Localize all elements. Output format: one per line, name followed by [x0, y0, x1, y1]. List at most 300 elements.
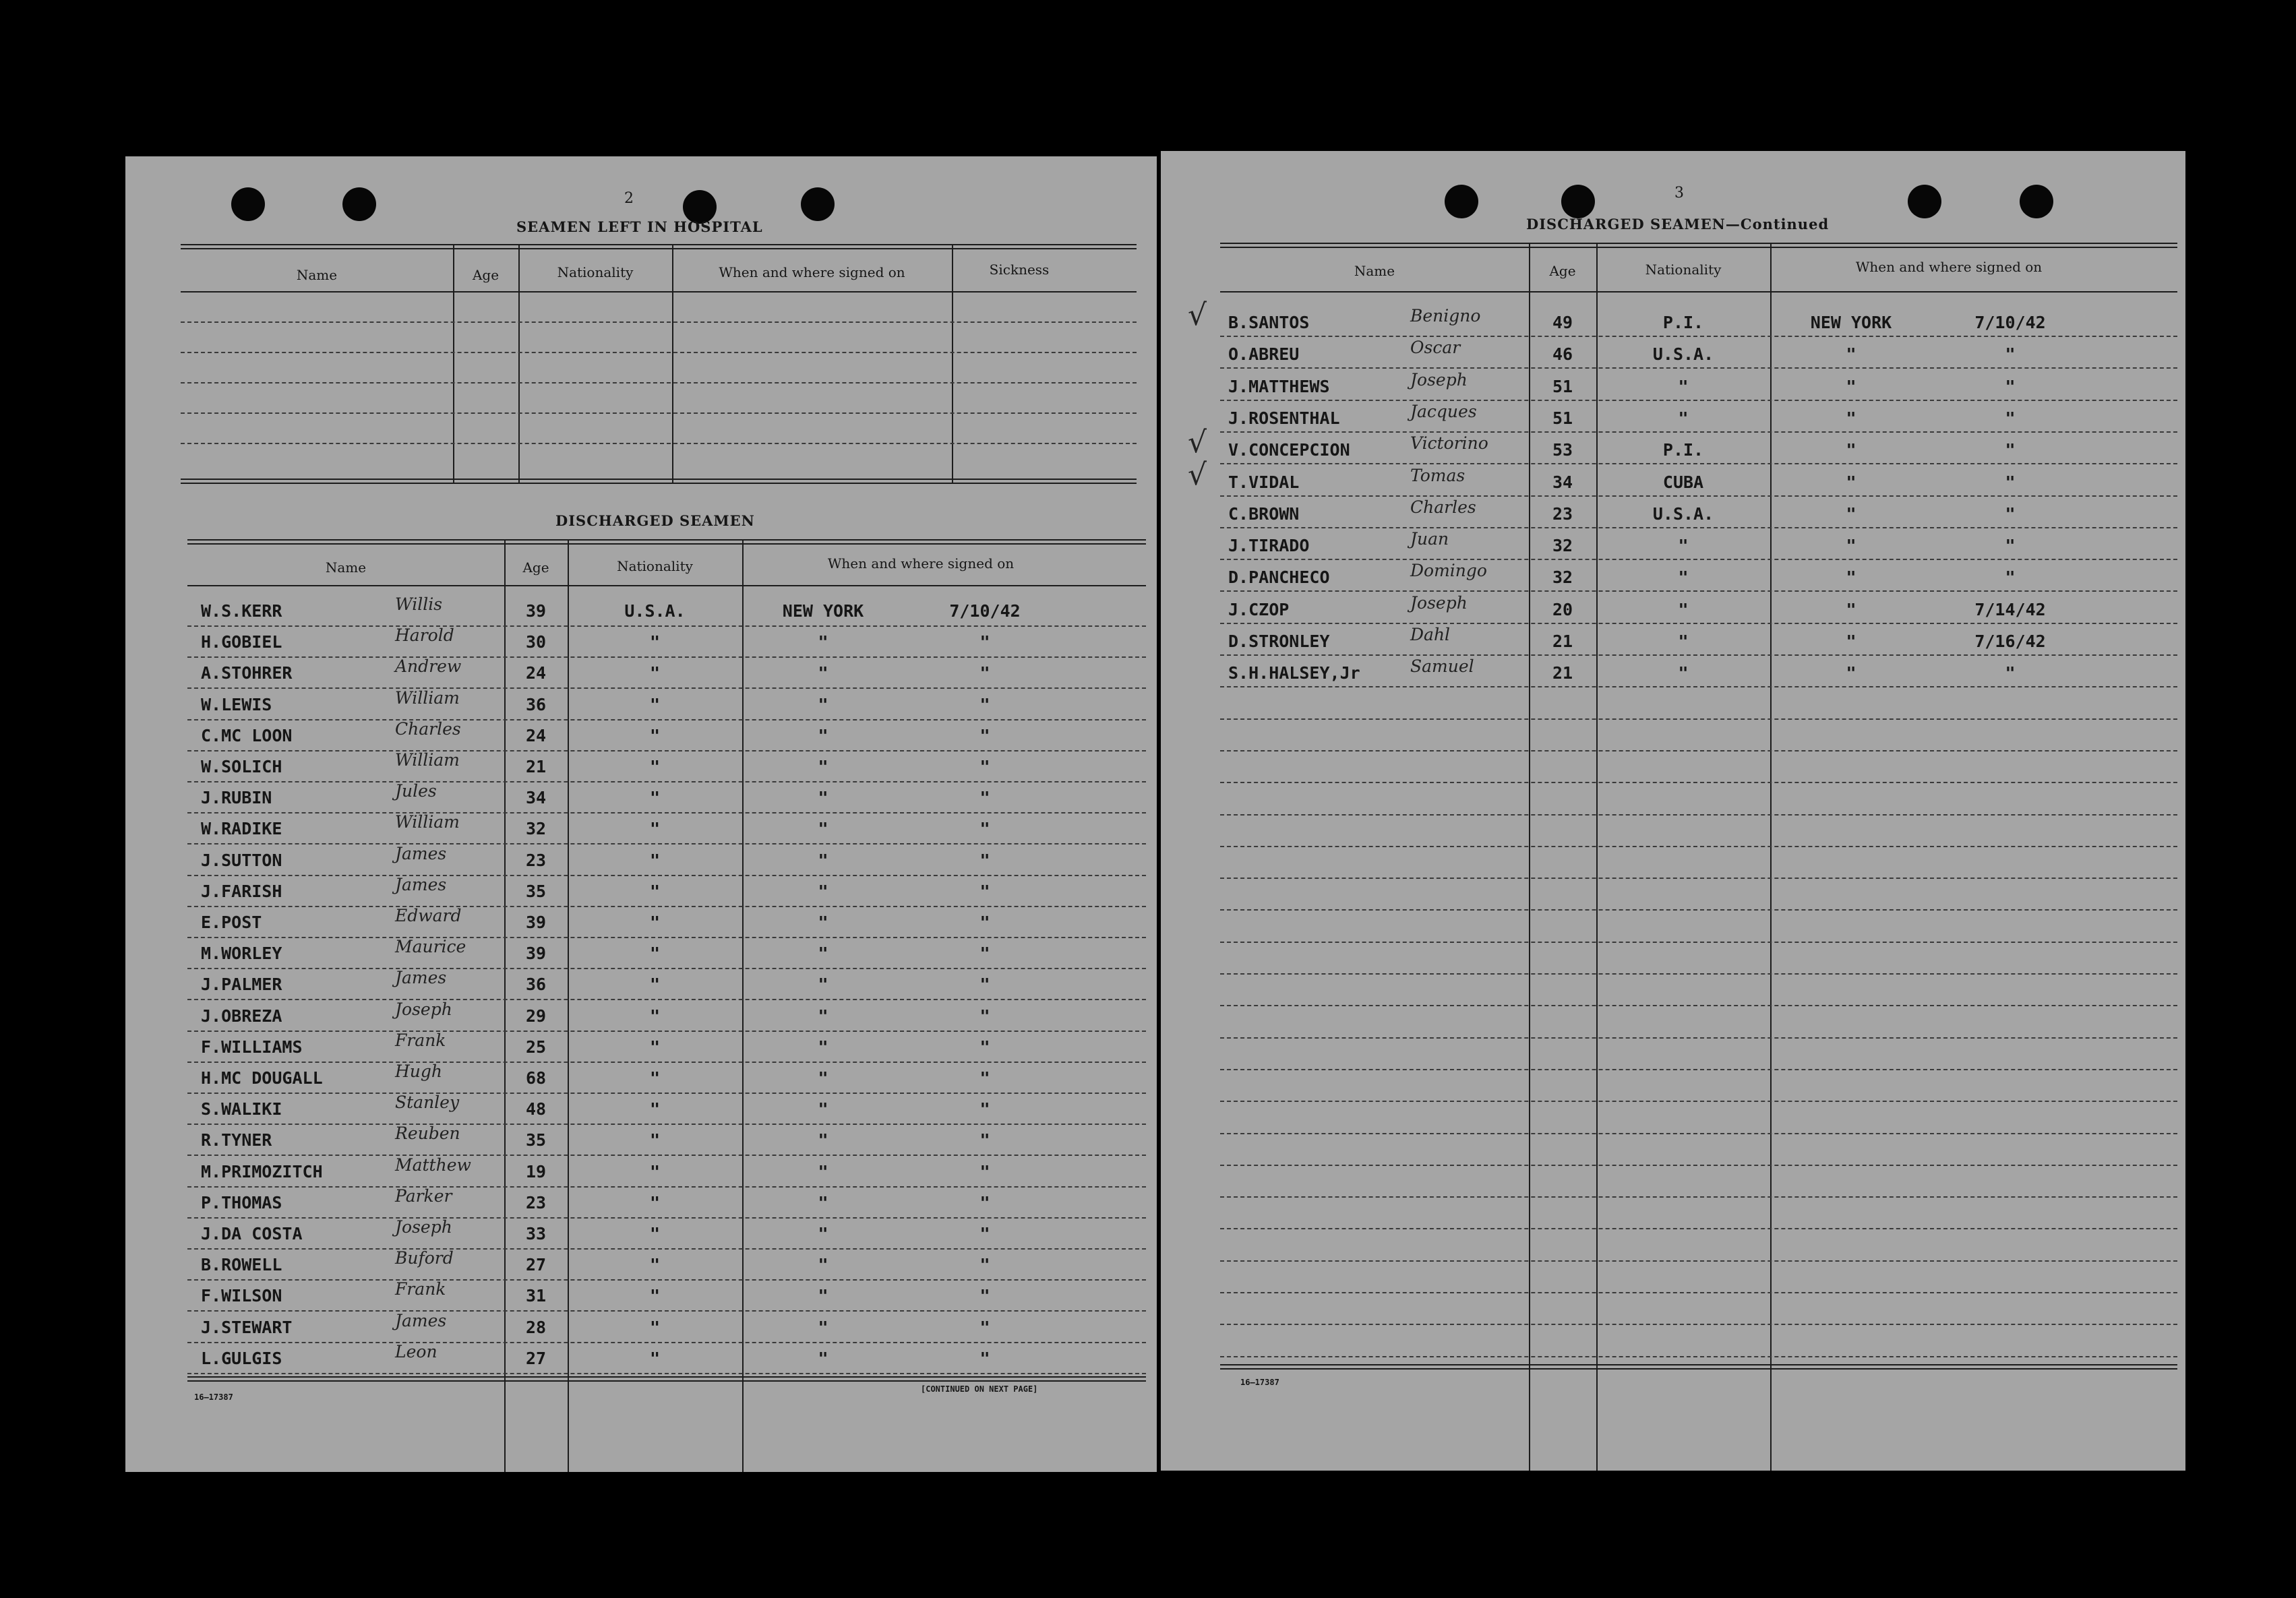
seaman-name: J.RUBIN [201, 788, 272, 807]
signed-on-place: " [818, 1224, 828, 1243]
seaman-nationality: " [649, 1318, 661, 1337]
row-line [187, 1062, 1146, 1063]
seaman-signature: James [395, 1311, 447, 1330]
seaman-nationality: " [649, 632, 661, 652]
signed-on-place: " [818, 695, 828, 714]
row-line [187, 1373, 1146, 1374]
table-rule [1220, 247, 2177, 248]
row-line [1220, 400, 2177, 401]
seaman-name: O.ABREU [1228, 344, 1300, 364]
seaman-name: F.WILLIAMS [201, 1037, 303, 1057]
seaman-nationality: " [649, 851, 661, 870]
signed-on-place: " [1846, 344, 1856, 364]
row-line [187, 843, 1146, 844]
signed-on-date: " [2005, 408, 2016, 428]
seaman-nationality: " [649, 1130, 661, 1150]
seaman-signature: Benigno [1410, 306, 1481, 326]
row-line [1220, 1101, 2177, 1102]
seaman-signature: Maurice [395, 937, 466, 956]
seaman-name: J.SUTTON [201, 851, 282, 870]
seaman-name: W.RADIKE [201, 819, 282, 838]
row-line [1220, 590, 2177, 592]
seaman-name: S.H.HALSEY,Jr [1228, 663, 1360, 683]
header-nationality: Nationality [1645, 262, 1722, 278]
discharged-header-signed-on: When and where signed on [827, 555, 1015, 572]
discharged-header-name: Name [325, 559, 367, 576]
row-line [187, 750, 1146, 751]
seaman-nationality: U.S.A. [1652, 504, 1714, 524]
signed-on-date: " [979, 1286, 990, 1305]
seaman-age: 36 [525, 695, 547, 714]
table-rule [187, 585, 1146, 586]
seaman-signature: Tomas [1410, 466, 1466, 485]
row-line [1220, 1069, 2177, 1070]
row-line [1220, 559, 2177, 560]
seaman-signature: William [395, 812, 460, 832]
seaman-age: 34 [1552, 472, 1573, 492]
seaman-name: B.SANTOS [1228, 313, 1310, 332]
table-rule [187, 539, 1146, 541]
signed-on-date: " [979, 1255, 990, 1274]
seaman-age: 36 [525, 975, 547, 994]
signed-on-place: " [818, 819, 828, 838]
seaman-age: 19 [525, 1162, 547, 1181]
signed-on-place: " [1846, 663, 1856, 683]
row-line [1220, 1037, 2177, 1039]
seaman-age: 39 [525, 913, 547, 932]
seaman-age: 30 [525, 632, 547, 652]
signed-on-place: " [818, 944, 828, 963]
seaman-name: J.CZOP [1228, 600, 1290, 619]
signed-on-date: 7/16/42 [1974, 632, 2046, 651]
seaman-name: J.DA COSTA [201, 1224, 303, 1243]
seaman-name: J.PALMER [201, 975, 282, 994]
discharged-section-title: DISCHARGED SEAMEN [555, 512, 755, 529]
row-line [187, 1031, 1146, 1032]
seaman-age: 33 [525, 1224, 547, 1243]
row-line [187, 656, 1146, 658]
signed-on-place: " [818, 1286, 828, 1305]
signed-on-date: " [2005, 536, 2016, 555]
signed-on-place: " [1846, 440, 1856, 460]
row-line [1220, 718, 2177, 720]
seaman-name: J.OBREZA [201, 1006, 282, 1026]
seaman-signature: Joseph [1410, 593, 1468, 613]
signed-on-date: " [979, 913, 990, 932]
row-line [1220, 1005, 2177, 1006]
seaman-age: 27 [525, 1255, 547, 1274]
seaman-nationality: " [649, 1099, 661, 1119]
seaman-age: 23 [525, 1193, 547, 1212]
form-number: 16—17387 [1240, 1378, 1279, 1387]
seaman-nationality: " [649, 1037, 661, 1057]
discharged-header-nationality: Nationality [617, 558, 693, 574]
seaman-name: W.SOLICH [201, 757, 282, 776]
signed-on-place: " [1846, 408, 1856, 428]
signed-on-date: " [979, 882, 990, 901]
seaman-signature: Dahl [1410, 625, 1451, 644]
row-line [1220, 942, 2177, 943]
check-mark: √ [1188, 298, 1207, 332]
row-line [1220, 623, 2177, 624]
row-line [1220, 814, 2177, 816]
blank-row-line [181, 443, 1137, 444]
seaman-signature: James [395, 844, 447, 863]
signed-on-date: " [2005, 567, 2016, 587]
seaman-age: 24 [525, 726, 547, 745]
signed-on-date: " [2005, 344, 2016, 364]
seaman-signature: Andrew [395, 656, 462, 676]
row-line [187, 687, 1146, 689]
seaman-nationality: " [649, 1193, 661, 1212]
row-line [1220, 431, 2177, 433]
seaman-age: 23 [1552, 504, 1573, 524]
signed-on-place: " [818, 1193, 828, 1212]
seaman-nationality: " [649, 757, 661, 776]
row-line [187, 968, 1146, 969]
check-mark: √ [1188, 458, 1207, 492]
row-line [1220, 782, 2177, 783]
seaman-age: 39 [525, 944, 547, 963]
signed-on-place: " [818, 757, 828, 776]
seaman-signature: Joseph [395, 1217, 452, 1237]
hospital-header-sickness: Sickness [989, 262, 1050, 278]
table-rule [181, 483, 1137, 484]
hospital-header-nationality: Nationality [557, 264, 634, 280]
seaman-name: S.WALIKI [201, 1099, 282, 1119]
seaman-nationality: " [649, 819, 661, 838]
signed-on-date: " [2005, 472, 2016, 492]
signed-on-date: 7/14/42 [1974, 600, 2046, 619]
form-number: 16—17387 [194, 1392, 233, 1402]
seaman-name: H.MC DOUGALL [201, 1068, 323, 1088]
seaman-nationality: " [1678, 600, 1689, 619]
seaman-age: 29 [525, 1006, 547, 1026]
signed-on-date: " [979, 851, 990, 870]
hospital-header-name: Name [296, 267, 338, 283]
signed-on-date: " [2005, 504, 2016, 524]
row-line [187, 999, 1146, 1000]
signed-on-place: " [818, 975, 828, 994]
seaman-age: 23 [525, 851, 547, 870]
table-rule [181, 291, 1137, 293]
seaman-name: W.S.KERR [201, 601, 282, 621]
row-line [1220, 1228, 2177, 1229]
seaman-signature: Hugh [395, 1062, 443, 1081]
signed-on-date: " [2005, 377, 2016, 396]
row-line [1220, 750, 2177, 751]
seaman-signature: Charles [395, 719, 461, 739]
row-line [187, 781, 1146, 782]
signed-on-date: " [979, 1006, 990, 1026]
signed-on-place: " [818, 851, 828, 870]
signed-on-place: " [818, 1037, 828, 1057]
signed-on-place: " [818, 1255, 828, 1274]
blank-row-line [181, 412, 1137, 414]
row-line [187, 906, 1146, 907]
section-title: DISCHARGED SEAMEN—Continued [1526, 216, 1830, 233]
row-line [187, 1124, 1146, 1125]
row-line [1220, 686, 2177, 687]
seaman-age: 35 [525, 1130, 547, 1150]
seaman-nationality: " [649, 788, 661, 807]
table-rule [1220, 291, 2177, 293]
seaman-name: L.GULGIS [201, 1349, 282, 1368]
seaman-name: C.MC LOON [201, 726, 293, 745]
row-line [187, 1279, 1146, 1281]
seaman-signature: Juan [1410, 529, 1449, 549]
seaman-nationality: P.I. [1662, 313, 1704, 332]
seaman-nationality: " [1678, 408, 1689, 428]
signed-on-date: 7/10/42 [949, 601, 1021, 621]
seaman-signature: Joseph [1410, 370, 1468, 390]
table-rule [1220, 1368, 2177, 1370]
seaman-age: 20 [1552, 600, 1573, 619]
signed-on-date: " [979, 695, 990, 714]
seaman-age: 68 [525, 1068, 547, 1088]
signed-on-place: " [818, 1349, 828, 1368]
seaman-age: 53 [1552, 440, 1573, 460]
seaman-name: H.GOBIEL [201, 632, 282, 652]
row-line [187, 1093, 1146, 1094]
seaman-name: M.PRIMOZITCH [201, 1162, 323, 1181]
seaman-nationality: " [649, 1349, 661, 1368]
seaman-age: 35 [525, 882, 547, 901]
seaman-nationality: " [1678, 377, 1689, 396]
signed-on-place: " [1846, 472, 1856, 492]
seaman-age: 39 [525, 601, 547, 621]
row-line [1220, 495, 2177, 497]
row-line [1220, 1292, 2177, 1293]
signed-on-place: " [818, 1130, 828, 1150]
signed-on-date: " [979, 1349, 990, 1368]
seaman-nationality: " [649, 1255, 661, 1274]
seaman-nationality: " [649, 1162, 661, 1181]
hospital-section-title: SEAMEN LEFT IN HOSPITAL [516, 218, 763, 235]
seaman-age: 28 [525, 1318, 547, 1337]
seaman-signature: Leon [395, 1342, 437, 1361]
seaman-age: 32 [1552, 536, 1573, 555]
header-signed-on: When and where signed on [1855, 259, 2043, 275]
binder-hole [342, 187, 376, 221]
row-line [187, 1217, 1146, 1219]
header-name: Name [1354, 263, 1395, 279]
row-line [1220, 527, 2177, 528]
seaman-signature: Stanley [395, 1093, 460, 1112]
binder-hole [1908, 185, 1941, 218]
seaman-name: D.PANCHECO [1228, 567, 1330, 587]
seaman-nationality: " [649, 944, 661, 963]
row-line [1220, 1260, 2177, 1262]
binder-hole [231, 187, 265, 221]
row-line [187, 625, 1146, 627]
seaman-signature: Willis [395, 594, 443, 614]
signed-on-place: " [818, 788, 828, 807]
blank-row-line [181, 321, 1137, 323]
row-line [1220, 909, 2177, 911]
seaman-age: 21 [1552, 632, 1573, 651]
signed-on-place: " [1846, 504, 1856, 524]
table-rule [181, 244, 1137, 245]
seaman-name: R.TYNER [201, 1130, 272, 1150]
signed-on-place: " [1846, 600, 1856, 619]
table-rule [181, 248, 1137, 249]
signed-on-place: " [1846, 567, 1856, 587]
signed-on-date: " [979, 1224, 990, 1243]
seaman-signature: Buford [395, 1248, 454, 1268]
seaman-name: B.ROWELL [201, 1255, 282, 1274]
right-page [1161, 151, 2185, 1471]
row-line [187, 875, 1146, 876]
signed-on-date: " [979, 757, 990, 776]
seaman-nationality: " [1678, 632, 1689, 651]
blank-row-line [181, 352, 1137, 353]
row-line [1220, 367, 2177, 369]
signed-on-place: " [818, 1099, 828, 1119]
seaman-nationality: " [649, 882, 661, 901]
page-number: 3 [1674, 185, 1684, 202]
seaman-age: 46 [1552, 344, 1573, 364]
seaman-age: 34 [525, 788, 547, 807]
seaman-nationality: " [649, 663, 661, 683]
row-line [187, 719, 1146, 720]
seaman-nationality: " [1678, 663, 1689, 683]
seaman-signature: William [395, 688, 460, 708]
seaman-age: 21 [1552, 663, 1573, 683]
seaman-age: 51 [1552, 408, 1573, 428]
seaman-nationality: " [649, 975, 661, 994]
continued-note: [CONTINUED ON NEXT PAGE] [921, 1384, 1038, 1394]
seaman-nationality: " [649, 913, 661, 932]
seaman-signature: Victorino [1410, 433, 1488, 453]
signed-on-date: " [979, 632, 990, 652]
row-line [187, 1342, 1146, 1343]
row-line [187, 1186, 1146, 1188]
row-line [1220, 336, 2177, 337]
seaman-nationality: " [1678, 567, 1689, 587]
signed-on-place: " [818, 726, 828, 745]
signed-on-place: " [1846, 632, 1856, 651]
discharged-header-age: Age [522, 559, 549, 576]
signed-on-date: " [2005, 663, 2016, 683]
check-mark: √ [1188, 425, 1207, 460]
signed-on-place: " [818, 1162, 828, 1181]
seaman-signature: James [395, 968, 447, 987]
seaman-signature: Edward [395, 906, 462, 925]
signed-on-place: " [818, 1068, 828, 1088]
signed-on-place: NEW YORK [1810, 313, 1892, 332]
row-line [187, 937, 1146, 938]
signed-on-date: " [979, 1037, 990, 1057]
signed-on-place: " [1846, 536, 1856, 555]
binder-hole [1561, 185, 1595, 218]
row-line [1220, 1324, 2177, 1325]
seaman-age: 32 [1552, 567, 1573, 587]
seaman-signature: Harold [395, 625, 454, 645]
seaman-name: M.WORLEY [201, 944, 282, 963]
seaman-nationality: CUBA [1662, 472, 1704, 492]
signed-on-place: " [818, 913, 828, 932]
signed-on-date: " [979, 944, 990, 963]
table-rule [181, 479, 1137, 480]
header-age: Age [1549, 263, 1576, 279]
seaman-name: A.STOHRER [201, 663, 293, 683]
signed-on-place: " [818, 1006, 828, 1026]
seaman-nationality: " [649, 1068, 661, 1088]
signed-on-date: " [979, 726, 990, 745]
seaman-signature: William [395, 750, 460, 770]
seaman-nationality: " [649, 1286, 661, 1305]
seaman-name: J.STEWART [201, 1318, 293, 1337]
seaman-signature: Matthew [395, 1155, 471, 1175]
row-line [1220, 846, 2177, 847]
seaman-signature: Oscar [1410, 338, 1461, 357]
seaman-nationality: " [649, 726, 661, 745]
seaman-signature: Frank [395, 1031, 446, 1050]
blank-row-line [181, 382, 1137, 383]
row-line [187, 1248, 1146, 1250]
row-line [1220, 878, 2177, 879]
seaman-signature: Parker [395, 1186, 452, 1206]
signed-on-date: " [979, 975, 990, 994]
signed-on-date: " [979, 819, 990, 838]
signed-on-place: " [818, 882, 828, 901]
seaman-age: 27 [525, 1349, 547, 1368]
binder-hole [801, 187, 835, 221]
seaman-name: V.CONCEPCION [1228, 440, 1350, 460]
signed-on-date: " [979, 1099, 990, 1119]
hospital-header-age: Age [472, 267, 500, 283]
seaman-name: D.STRONLEY [1228, 632, 1330, 651]
seaman-name: J.FARISH [201, 882, 282, 901]
signed-on-place: " [818, 632, 828, 652]
table-rule [187, 1380, 1146, 1382]
left-page [125, 156, 1157, 1472]
seaman-age: 21 [525, 757, 547, 776]
binder-hole [2020, 185, 2053, 218]
page-number: 2 [624, 190, 634, 207]
seaman-signature: Samuel [1410, 656, 1474, 676]
seaman-name: E.POST [201, 913, 262, 932]
binder-hole [1445, 185, 1478, 218]
seaman-nationality: " [649, 1224, 661, 1243]
seaman-signature: Jules [395, 781, 437, 801]
row-line [187, 812, 1146, 813]
seaman-age: 25 [525, 1037, 547, 1057]
seaman-age: 51 [1552, 377, 1573, 396]
signed-on-place: " [1846, 377, 1856, 396]
seaman-nationality: U.S.A. [1652, 344, 1714, 364]
seaman-signature: Frank [395, 1279, 446, 1299]
seaman-name: C.BROWN [1228, 504, 1300, 524]
seaman-signature: Charles [1410, 497, 1476, 517]
signed-on-date: " [979, 1068, 990, 1088]
signed-on-date: " [2005, 440, 2016, 460]
row-line [187, 1310, 1146, 1312]
table-rule [187, 543, 1146, 545]
row-line [1220, 654, 2177, 656]
row-line [1220, 463, 2177, 464]
signed-on-date: " [979, 1193, 990, 1212]
row-line [1220, 1165, 2177, 1166]
seaman-signature: Joseph [395, 1000, 452, 1019]
seaman-name: W.LEWIS [201, 695, 272, 714]
seaman-age: 32 [525, 819, 547, 838]
seaman-signature: Reuben [395, 1124, 460, 1143]
seaman-name: T.VIDAL [1228, 472, 1300, 492]
signed-on-date: 7/10/42 [1974, 313, 2046, 332]
seaman-nationality: U.S.A. [624, 601, 686, 621]
